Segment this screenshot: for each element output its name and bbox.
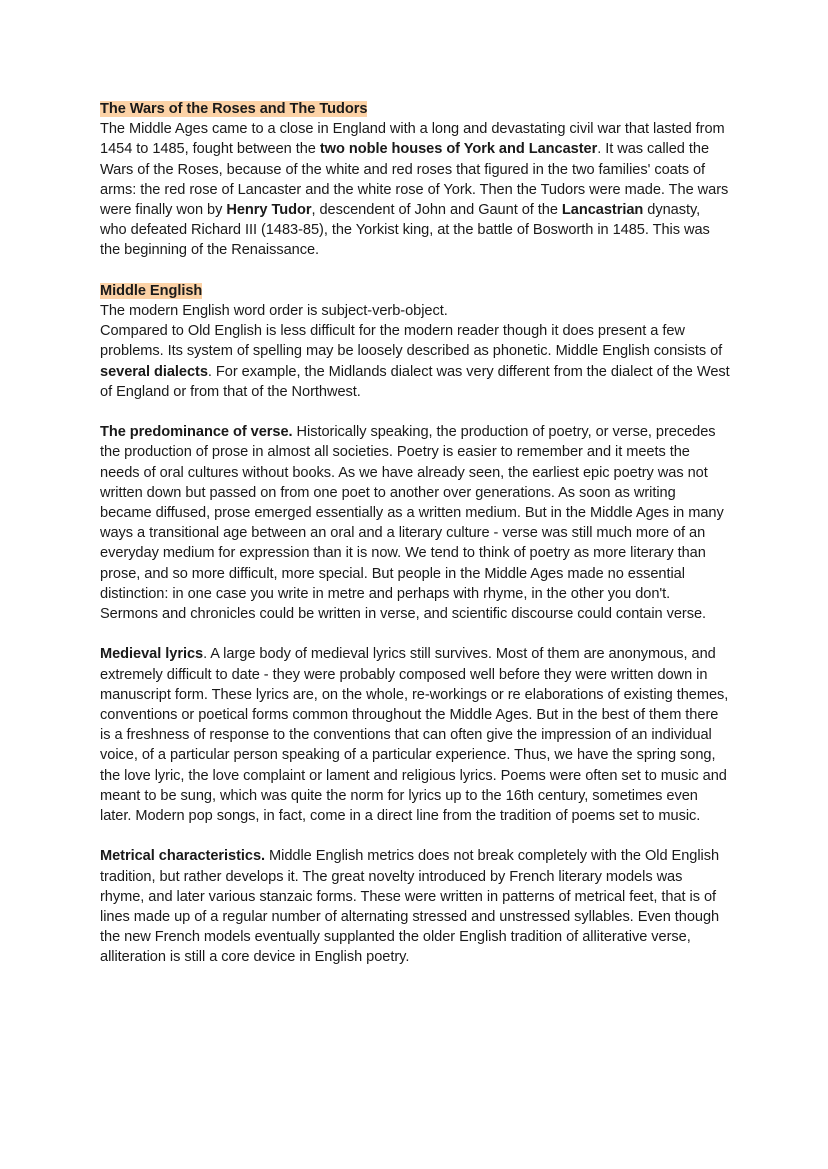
document-section xyxy=(100,422,730,624)
document-section xyxy=(100,99,730,261)
body-text: dynasty, who defeated Richard III (1483-85), the Yorkist king, at the battle of Bosworth in 1485. This was the beginning of the Renaissance. xyxy=(100,202,710,259)
section-heading-line xyxy=(100,281,730,301)
bold-text: two noble houses of York and Lancaster xyxy=(319,141,598,158)
section-heading: The Wars of the Roses and The Tudors xyxy=(100,101,368,117)
section-heading: Middle English xyxy=(100,282,203,299)
body-text: . It was called the Wars of the Roses, because of the white and red roses that figured in the two families' coats of arms: the red rose of Lancaster and the white rose of York. Then the Tudors were made. The wars were finally won by xyxy=(100,141,729,219)
document-section xyxy=(100,281,730,402)
body-text: Historically speaking, the production of poetry, or verse, precedes the production of prose in almost all societies. Poetry is easier to remember and it meets the needs of oral cultures without books. As we have already seen, the earliest epic poetry was not written down but passed on from one poet to another over generations. As soon as writing became diffused, prose emerged essentially as a written medium. But in the Middle Ages in many ways a transitional age between an oral and a literary culture - verse was still much more of an everyday medium for expression than it is now. We tend to think of poetry as more literary than prose, and so more difficult, more special. But people in the Middle Ages made no essential distinction: in one case you write in metre and perhaps with rhyme, in the other you don't. Sermons and chronicles could be written in verse, and scientific discourse could contain verse. xyxy=(100,424,724,623)
body-text: . For example, the Midlands dialect was very different from the dialect of the West of England or from that of the Northwest. xyxy=(100,363,730,400)
document-page xyxy=(100,99,730,988)
document-section xyxy=(100,644,730,826)
paragraph xyxy=(100,301,730,321)
body-text: . A large body of medieval lyrics still survives. Most of them are anonymous, and extremely difficult to date - they were probably composed well before they were written down in manuscript form. These lyrics are, on the whole, re-workings or re elaborations of existing themes, conventions or poetical forms common throughout the Middle Ages. But in the best of them there is a freshness of response to the conventions that can often give the impression of an individual voice, of a particular person speaking of a particular experience. Thus, we have the spring song, the love lyric, the love complaint or lament and religious lyrics. Poems were often set to music and meant to be sung, which was quite the norm for lyrics up to the 16th century, sometimes even later. Modern pop songs, in fact, come in a direct line from the tradition of poems set to music. xyxy=(100,646,729,825)
bold-text: Henry Tudor xyxy=(226,202,312,219)
bold-text: several dialects xyxy=(100,363,208,380)
paragraph xyxy=(100,321,730,402)
body-text: Compared to Old English is less difficult for the modern reader though it does present a few problems. Its system of spelling may be loosely described as phonetic. Middle English consists of xyxy=(100,323,723,360)
paragraph xyxy=(100,422,730,624)
body-text: The Middle Ages came to a close in England with a long and devastating civil war that lasted from 1454 to 1485, fought between the xyxy=(100,121,725,158)
bold-text: Medieval lyrics xyxy=(100,646,204,663)
bold-text: Metrical characteristics. xyxy=(100,848,266,865)
section-heading-line xyxy=(100,99,730,119)
bold-text: Lancastrian xyxy=(561,202,644,219)
body-text: , descendent of John and Gaunt of the xyxy=(311,202,562,219)
paragraph xyxy=(100,119,730,260)
bold-text: The predominance of verse. xyxy=(100,424,293,441)
body-text: Middle English metrics does not break completely with the Old English tradition, but rather develops it. The great novelty introduced by French literary models was rhyme, and later various stanzaic forms. These were written in patterns of metrical feet, that is of lines made up of a regular number of alternating stressed and unstressed syllables. Even though the new French models eventually supplanted the older English tradition of alliterative verse, alliteration is still a core device in English poetry. xyxy=(100,848,720,966)
document-section xyxy=(100,846,730,967)
body-text: The modern English word order is subject-verb-object. xyxy=(100,303,448,320)
paragraph xyxy=(100,644,730,826)
paragraph xyxy=(100,846,730,967)
